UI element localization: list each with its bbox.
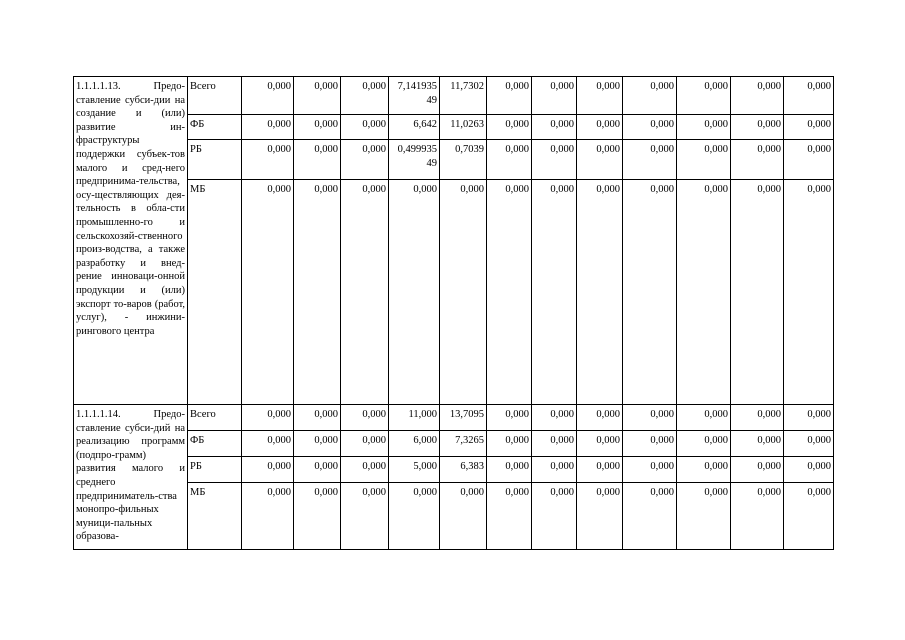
amount-cell: 0,000 [677, 140, 731, 180]
amount-cell: 0,000 [242, 180, 294, 405]
amount-cell: 0,000 [577, 180, 623, 405]
amount-cell: 0,000 [577, 483, 623, 550]
amount-cell: 0,000 [577, 457, 623, 483]
amount-cell: 0,000 [731, 431, 784, 457]
funding-source: ФБ [188, 115, 242, 140]
amount-cell: 0,000 [784, 77, 834, 115]
amount-cell: 0,499935 49 [389, 140, 440, 180]
amount-cell: 0,000 [487, 405, 532, 431]
amount-cell: 0,000 [440, 483, 487, 550]
amount-cell: 0,000 [677, 115, 731, 140]
amount-cell: 0,000 [532, 405, 577, 431]
table-row [74, 115, 834, 140]
budget-table [73, 76, 834, 550]
amount-cell: 0,000 [731, 180, 784, 405]
amount-cell: 0,000 [294, 140, 341, 180]
amount-cell: 0,000 [577, 431, 623, 457]
amount-cell: 0,000 [677, 77, 731, 115]
amount-cell: 0,000 [532, 77, 577, 115]
amount-cell: 0,000 [623, 115, 677, 140]
amount-cell: 0,000 [677, 431, 731, 457]
amount-cell: 0,000 [341, 431, 389, 457]
amount-cell: 0,000 [623, 431, 677, 457]
amount-cell: 0,000 [784, 483, 834, 550]
amount-cell: 0,000 [677, 457, 731, 483]
amount-cell: 0,000 [294, 77, 341, 115]
table-row [74, 483, 834, 550]
table-row [74, 77, 834, 115]
amount-cell: 0,000 [389, 483, 440, 550]
funding-source: ФБ [188, 431, 242, 457]
amount-cell: 0,000 [242, 405, 294, 431]
amount-cell: 0,000 [532, 140, 577, 180]
amount-cell: 0,000 [577, 77, 623, 115]
amount-cell: 0,000 [532, 457, 577, 483]
table-row [74, 405, 834, 431]
amount-cell: 6,000 [389, 431, 440, 457]
funding-source: РБ [188, 457, 242, 483]
amount-cell: 0,000 [242, 483, 294, 550]
amount-cell: 0,7039 [440, 140, 487, 180]
amount-cell: 0,000 [784, 115, 834, 140]
amount-cell: 7,3265 [440, 431, 487, 457]
amount-cell: 0,000 [242, 457, 294, 483]
budget-table-body [74, 77, 834, 550]
amount-cell: 0,000 [440, 180, 487, 405]
amount-cell: 0,000 [784, 405, 834, 431]
amount-cell: 0,000 [677, 405, 731, 431]
amount-cell: 0,000 [242, 77, 294, 115]
amount-cell: 6,642 [389, 115, 440, 140]
amount-cell: 0,000 [294, 115, 341, 140]
amount-cell: 0,000 [487, 457, 532, 483]
amount-cell: 0,000 [341, 405, 389, 431]
amount-cell: 0,000 [623, 140, 677, 180]
amount-cell: 0,000 [623, 457, 677, 483]
table-row [74, 180, 834, 405]
amount-cell: 0,000 [341, 140, 389, 180]
amount-cell: 11,7302 [440, 77, 487, 115]
amount-cell: 0,000 [623, 483, 677, 550]
amount-cell: 0,000 [577, 405, 623, 431]
amount-cell: 0,000 [731, 483, 784, 550]
amount-cell: 0,000 [487, 180, 532, 405]
amount-cell: 11,0263 [440, 115, 487, 140]
amount-cell: 0,000 [389, 180, 440, 405]
amount-cell: 0,000 [341, 115, 389, 140]
amount-cell: 0,000 [731, 140, 784, 180]
amount-cell: 13,7095 [440, 405, 487, 431]
amount-cell: 0,000 [487, 77, 532, 115]
amount-cell: 11,000 [389, 405, 440, 431]
amount-cell: 0,000 [294, 405, 341, 431]
amount-cell: 0,000 [784, 431, 834, 457]
amount-cell: 0,000 [731, 77, 784, 115]
amount-cell: 0,000 [242, 140, 294, 180]
amount-cell: 0,000 [341, 457, 389, 483]
amount-cell: 0,000 [242, 115, 294, 140]
amount-cell: 0,000 [294, 483, 341, 550]
amount-cell: 0,000 [532, 483, 577, 550]
amount-cell: 0,000 [487, 115, 532, 140]
amount-cell: 0,000 [532, 180, 577, 405]
amount-cell: 0,000 [487, 483, 532, 550]
amount-cell: 0,000 [577, 140, 623, 180]
funding-source: МБ [188, 483, 242, 550]
funding-source: Всего [188, 405, 242, 431]
amount-cell: 0,000 [577, 115, 623, 140]
table-row [74, 140, 834, 180]
amount-cell: 0,000 [731, 405, 784, 431]
table-row [74, 431, 834, 457]
amount-cell: 0,000 [677, 483, 731, 550]
amount-cell: 0,000 [532, 115, 577, 140]
item-description: 1.1.1.1.14. Предо-ставление субси-дий на реализацию программ (подпро-грамм) развития малого и среднего предприниматель-ства монопро-фильных муници-пальных образова- [74, 405, 188, 550]
amount-cell: 0,000 [242, 431, 294, 457]
table-row [74, 457, 834, 483]
amount-cell: 0,000 [341, 483, 389, 550]
amount-cell: 0,000 [731, 457, 784, 483]
funding-source: МБ [188, 180, 242, 405]
amount-cell: 0,000 [294, 457, 341, 483]
amount-cell: 0,000 [623, 180, 677, 405]
amount-cell: 0,000 [487, 140, 532, 180]
item-description: 1.1.1.1.13. Предо-ставление субси-дии на создание и (или) развитие ин-фраструктуры поддержки субъек-тов малого и сред-него предпринима-тельства, осу-ществляющих дея-тельность в обла-сти промышленно-го и сельскохозяй-ственного произ-водства, а также разработку и внед-рение инноваци-онной продукции и (или) экспорт то-варов (работ, услуг), - инжини-рингового центра [74, 77, 188, 405]
amount-cell: 6,383 [440, 457, 487, 483]
amount-cell: 0,000 [623, 77, 677, 115]
amount-cell: 0,000 [532, 431, 577, 457]
funding-source: РБ [188, 140, 242, 180]
amount-cell: 0,000 [294, 180, 341, 405]
amount-cell: 0,000 [294, 431, 341, 457]
amount-cell: 7,141935 49 [389, 77, 440, 115]
amount-cell: 0,000 [731, 115, 784, 140]
amount-cell: 0,000 [784, 457, 834, 483]
amount-cell: 0,000 [784, 180, 834, 405]
amount-cell: 0,000 [677, 180, 731, 405]
amount-cell: 0,000 [623, 405, 677, 431]
amount-cell: 5,000 [389, 457, 440, 483]
amount-cell: 0,000 [341, 77, 389, 115]
amount-cell: 0,000 [487, 431, 532, 457]
amount-cell: 0,000 [341, 180, 389, 405]
funding-source: Всего [188, 77, 242, 115]
amount-cell: 0,000 [784, 140, 834, 180]
